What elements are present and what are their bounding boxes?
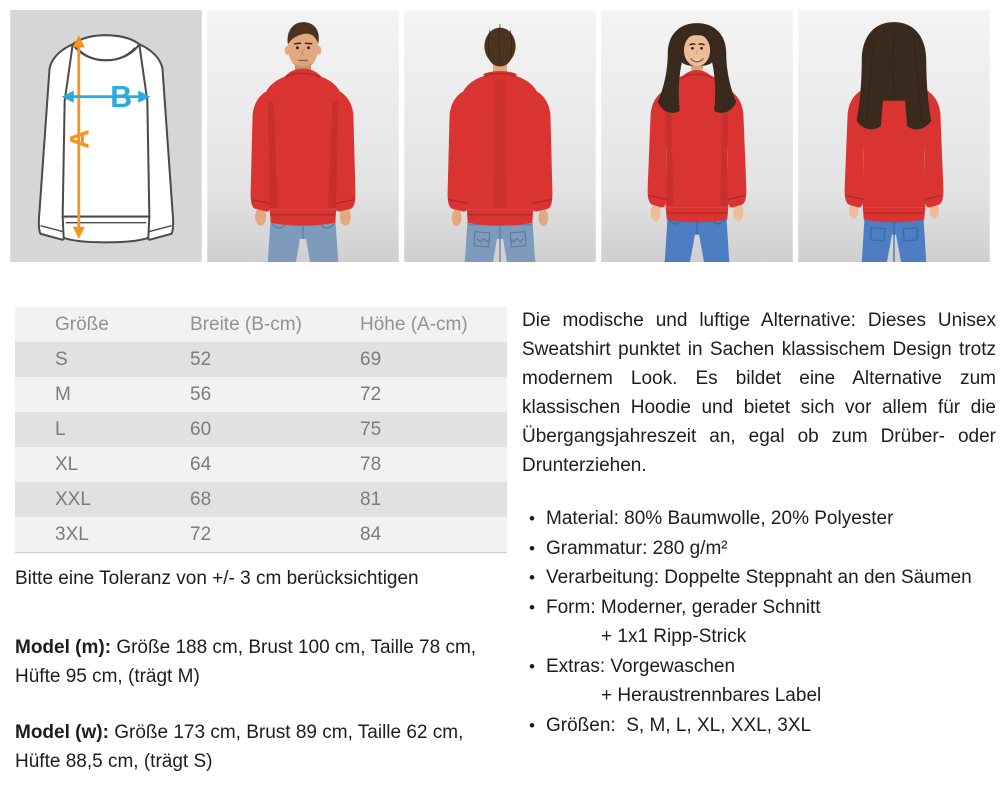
gallery-item-male-front bbox=[207, 10, 399, 262]
product-image-gallery bbox=[10, 10, 990, 262]
female-model-front-image bbox=[601, 10, 793, 262]
column-header-hoehe: Höhe (A-cm) bbox=[360, 313, 468, 335]
cell-hoehe: 72 bbox=[360, 383, 382, 405]
gallery-item-female-front bbox=[601, 10, 793, 262]
dimension-label-b: B bbox=[110, 80, 133, 114]
tolerance-note: Bitte eine Toleranz von +/- 3 cm berücksichtigen bbox=[15, 568, 419, 589]
column-header-breite: Breite (B-cm) bbox=[190, 313, 302, 335]
spec-item-form bbox=[522, 593, 996, 652]
gallery-item-male-back bbox=[404, 10, 596, 262]
male-model-front-image bbox=[207, 10, 399, 262]
cell-breite: 64 bbox=[190, 453, 212, 475]
cell-size: 3XL bbox=[55, 523, 89, 545]
table-row bbox=[15, 447, 507, 482]
cell-size: L bbox=[55, 418, 66, 440]
spec-item-groessen bbox=[522, 711, 996, 741]
spec-text: Extras: Vorgewaschen bbox=[546, 655, 736, 677]
spec-item-grammatur bbox=[522, 534, 996, 564]
size-info-column bbox=[15, 307, 507, 776]
spec-text: Grammatur: 280 g/m² bbox=[546, 537, 728, 559]
spec-list bbox=[522, 504, 996, 740]
cell-hoehe: 81 bbox=[360, 488, 382, 510]
description-column bbox=[522, 306, 996, 740]
model-measurements: Größe 173 cm, Brust 89 cm, Taille 62 cm, Hüfte 88,5 cm, (trägt S) bbox=[15, 722, 464, 772]
spec-text: Verarbeitung: Doppelte Steppnaht an den Säumen bbox=[546, 567, 972, 588]
cell-hoehe: 84 bbox=[360, 523, 382, 545]
cell-size: XXL bbox=[55, 488, 91, 510]
model-label: Model (m): bbox=[15, 637, 112, 658]
model-measurements: Größe 188 cm, Brust 100 cm, Taille 78 cm, Hüfte 95 cm, (trägt M) bbox=[15, 637, 477, 687]
table-row bbox=[15, 412, 507, 447]
table-row bbox=[15, 342, 507, 377]
cell-breite: 68 bbox=[190, 488, 212, 510]
table-row bbox=[15, 517, 507, 553]
table-row bbox=[15, 482, 507, 517]
male-model-back-image bbox=[404, 10, 596, 262]
gallery-item-female-back bbox=[798, 10, 990, 262]
cell-breite: 52 bbox=[190, 348, 212, 370]
dimension-label-a: A bbox=[63, 129, 95, 149]
column-header-groesse: Größe bbox=[55, 313, 109, 335]
gallery-item-size-diagram bbox=[10, 10, 202, 262]
female-model-back-image bbox=[798, 10, 990, 262]
size-diagram-image bbox=[10, 10, 202, 262]
cell-hoehe: 69 bbox=[360, 348, 382, 370]
cell-breite: 60 bbox=[190, 418, 212, 440]
spec-subline: + Heraustrennbares Label bbox=[601, 685, 822, 706]
cell-breite: 72 bbox=[190, 523, 212, 545]
spec-item-extras bbox=[522, 652, 996, 711]
model-info-m bbox=[15, 633, 507, 691]
cell-size: XL bbox=[55, 453, 79, 475]
cell-size: M bbox=[55, 383, 71, 405]
size-table-header-row bbox=[15, 307, 507, 342]
product-description: Die modische und luftige Alternative: Dieses Unisex Sweatshirt punktet in Sachen klassischem Design trotz modernem Look. Es bildet eine Alternative zum klassischen Hoodie und bietet sich vor allem für die Übergangsjahreszeit an, egal ob zum Drüber- oder Drunterziehen. bbox=[522, 310, 996, 476]
size-table bbox=[15, 307, 507, 553]
cell-breite: 56 bbox=[190, 383, 212, 405]
cell-size: S bbox=[55, 348, 68, 370]
spec-text: Größen: S, M, L, XL, XXL, 3XL bbox=[546, 714, 812, 736]
spec-item-verarbeitung bbox=[522, 563, 996, 593]
spec-text: Material: 80% Baumwolle, 20% Polyester bbox=[546, 508, 894, 529]
cell-hoehe: 78 bbox=[360, 453, 382, 475]
cell-hoehe: 75 bbox=[360, 418, 382, 440]
spec-subline: + 1x1 Ripp-Strick bbox=[601, 626, 747, 647]
table-row bbox=[15, 377, 507, 412]
spec-item-material bbox=[522, 504, 996, 534]
spec-text: Form: Moderner, gerader Schnitt bbox=[546, 596, 821, 618]
model-label: Model (w): bbox=[15, 722, 109, 743]
model-info-w bbox=[15, 718, 507, 776]
